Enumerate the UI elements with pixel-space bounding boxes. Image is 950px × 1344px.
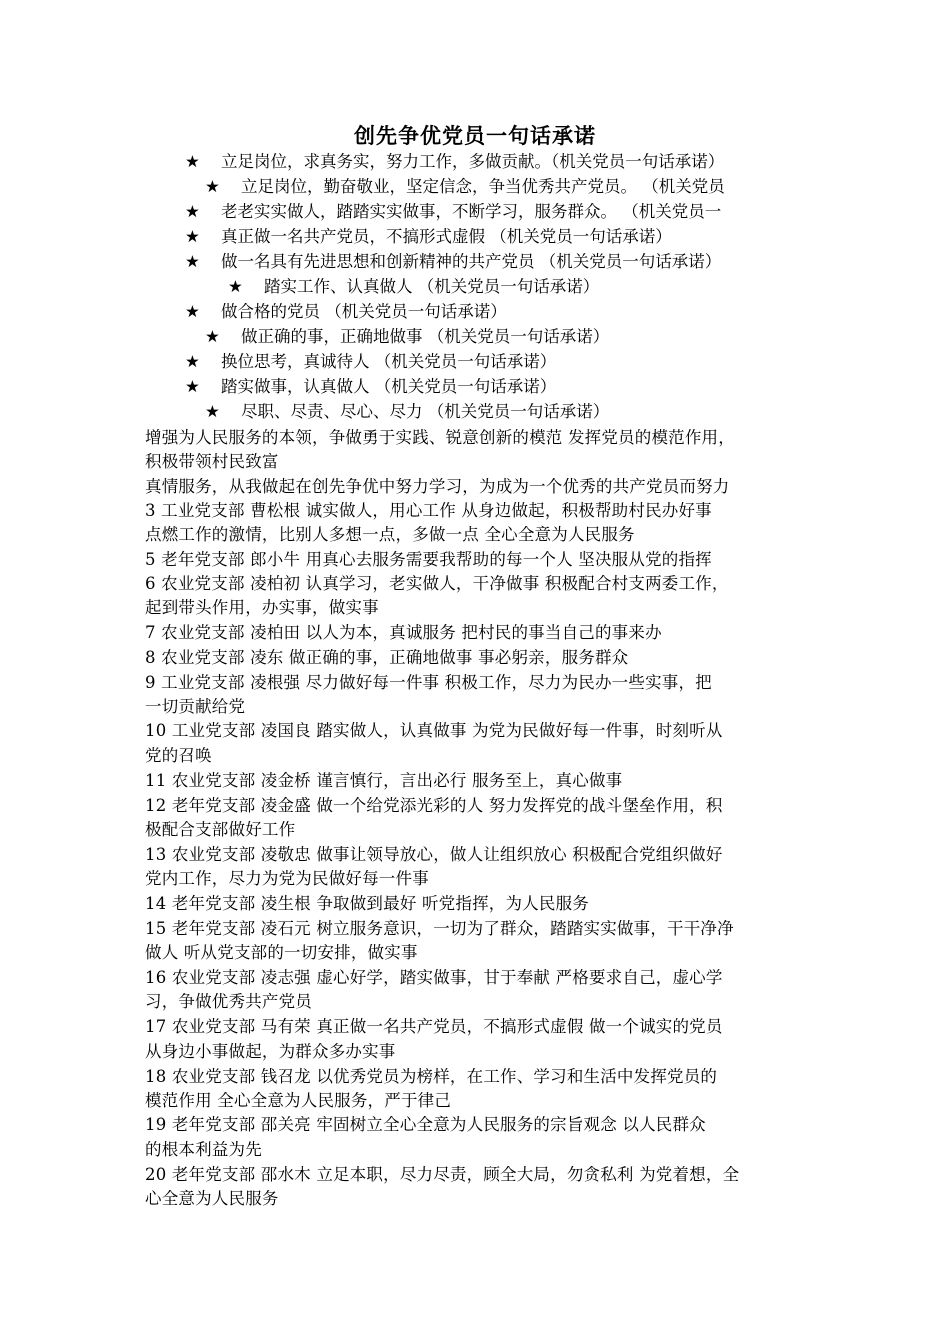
- star-item-text: 做合格的党员 （机关党员一句话承诺）: [221, 302, 507, 321]
- text-line: 7 农业党支部 凌柏田 以人为本，真诚服务 把村民的事当自己的事来办: [145, 623, 662, 642]
- text-line: 党的召唤: [145, 746, 212, 765]
- text-line: 13 农业党支部 凌敬忠 做事让领导放心，做人让组织放心 积极配合党组织做好: [145, 845, 723, 864]
- text-line: 12 老年党支部 凌金盛 做一个给党添光彩的人 努力发挥党的战斗堡垒作用，积: [145, 796, 723, 815]
- text-line: 点燃工作的激情，比别人多想一点，多做一点 全心全意为人民服务: [145, 525, 635, 544]
- star-item-text: 立足岗位，求真务实，努力工作，多做贡献。（机关党员一句话承诺）: [221, 152, 725, 171]
- star-item-text: 踏实做事，认真做人 （机关党员一句话承诺）: [221, 377, 557, 396]
- text-line: 15 老年党支部 凌石元 树立服务意识，一切为了群众，踏踏实实做事，干干净净: [145, 919, 734, 938]
- star-item-text: 踏实工作、认真做人 （机关党员一句话承诺）: [264, 277, 600, 296]
- page-title: 创先争优党员一句话承诺: [354, 123, 596, 148]
- text-line: 做人 听从党支部的一切安排，做实事: [145, 943, 418, 962]
- text-line: 6 农业党支部 凌柏初 认真学习，老实做人，干净做事 积极配合村支两委工作，: [145, 574, 729, 593]
- text-line: 起到带头作用，办实事，做实事: [145, 598, 379, 617]
- text-line: 8 农业党支部 凌东 做正确的事，正确地做事 事必躬亲，服务群众: [145, 648, 629, 667]
- star-item: [185, 201, 721, 223]
- star-icon: ★: [205, 402, 220, 421]
- star-item-text: 换位思考，真诚待人 （机关党员一句话承诺）: [221, 352, 557, 371]
- star-item-text: 做正确的事，正确地做事 （机关党员一句话承诺）: [241, 327, 610, 346]
- text-line: 18 农业党支部 钱召龙 以优秀党员为榜样，在工作、学习和生活中发挥党员的: [145, 1067, 718, 1086]
- star-item: [185, 251, 721, 273]
- text-line: 从身边小事做起，为群众多办实事: [145, 1042, 396, 1061]
- text-line: 党内工作，尽力为党为民做好每一件事: [145, 869, 429, 888]
- star-item: [185, 301, 507, 323]
- text-line: 习，争做优秀共产党员: [145, 992, 312, 1011]
- star-item: [185, 226, 672, 248]
- star-icon: ★: [185, 377, 200, 396]
- text-line: 真情服务，从我做起在创先争优中努力学习，为成为一个优秀的共产党员而努力: [145, 477, 730, 496]
- star-item-text: 立足岗位，勤奋敬业，坚定信念，争当优秀共产党员。 （机关党员: [241, 177, 725, 196]
- text-line: 增强为人民服务的本领，争做勇于实践、锐意创新的模范 发挥党员的模范作用，: [145, 428, 735, 447]
- text-line: 的根本利益为先: [145, 1140, 262, 1159]
- star-icon: ★: [185, 252, 200, 271]
- star-icon: ★: [185, 202, 200, 221]
- star-item: [205, 176, 725, 198]
- text-line: 14 老年党支部 凌生根 争取做到最好 听党指挥，为人民服务: [145, 894, 589, 913]
- text-line: 20 老年党支部 邵水木 立足本职，尽力尽责，顾全大局，勿贪私利 为党着想，全: [145, 1165, 740, 1184]
- star-icon: ★: [185, 152, 200, 171]
- star-item: [185, 351, 556, 373]
- star-item-text: 真正做一名共产党员，不搞形式虚假 （机关党员一句话承诺）: [221, 227, 672, 246]
- star-item: [205, 326, 609, 348]
- text-line: 10 工业党支部 凌国良 踏实做人，认真做事 为党为民做好每一件事，时刻听从: [145, 721, 723, 740]
- star-icon: ★: [205, 327, 220, 346]
- star-item: [205, 401, 609, 423]
- text-line: 极配合支部做好工作: [145, 820, 296, 839]
- star-item: [185, 151, 724, 173]
- star-item-text: 做一名具有先进思想和创新精神的共产党员 （机关党员一句话承诺）: [221, 252, 722, 271]
- star-icon: ★: [228, 277, 243, 296]
- text-line: 16 农业党支部 凌志强 虚心好学，踏实做事，甘于奉献 严格要求自己，虚心学: [145, 968, 723, 987]
- star-item: [228, 276, 599, 298]
- text-line: 模范作用 全心全意为人民服务，严于律己: [145, 1091, 452, 1110]
- text-line: 心全意为人民服务: [145, 1189, 279, 1208]
- star-item: [185, 376, 556, 398]
- star-icon: ★: [185, 352, 200, 371]
- star-icon: ★: [185, 227, 200, 246]
- text-line: 3 工业党支部 曹松根 诚实做人，用心工作 从身边做起，积极帮助村民办好事: [145, 501, 712, 520]
- text-line: 一切贡献给党: [145, 697, 246, 716]
- text-line: 5 老年党支部 郎小牛 用真心去服务需要我帮助的每一个人 坚决服从党的指挥: [145, 550, 712, 569]
- star-icon: ★: [185, 302, 200, 321]
- star-icon: ★: [205, 177, 220, 196]
- star-item-text: 尽职、尽责、尽心、尽力 （机关党员一句话承诺）: [241, 402, 610, 421]
- text-line: 积极带领村民致富: [145, 452, 279, 471]
- text-line: 17 农业党支部 马有荣 真正做一名共产党员，不搞形式虚假 做一个诚实的党员: [145, 1017, 723, 1036]
- text-line: 9 工业党支部 凌根强 尽力做好每一件事 积极工作，尽力为民办一些实事，把: [145, 673, 712, 692]
- text-line: 11 农业党支部 凌金桥 谨言慎行，言出必行 服务至上，真心做事: [145, 771, 623, 790]
- text-line: 19 老年党支部 邵关亮 牢固树立全心全意为人民服务的宗旨观念 以人民群众: [145, 1115, 706, 1134]
- star-item-text: 老老实实做人，踏踏实实做事，不断学习，服务群众。 （机关党员一: [221, 202, 722, 221]
